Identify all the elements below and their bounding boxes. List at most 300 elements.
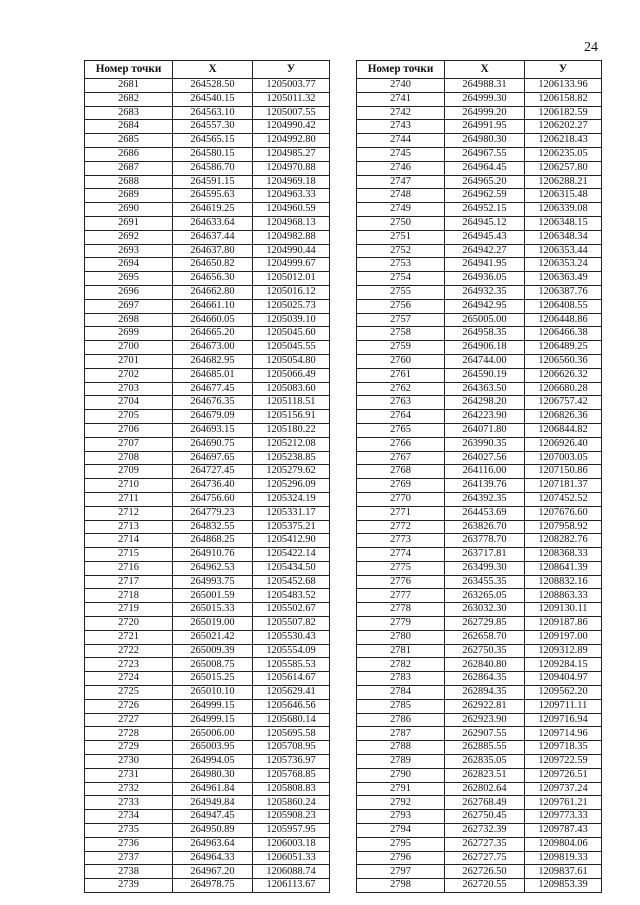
point-number-cell: 2774 [357, 548, 445, 562]
table-row [357, 272, 602, 286]
table-header-row [85, 61, 330, 79]
x-coordinate-cell: 264679.09 [173, 410, 253, 424]
x-coordinate-cell: 264952.15 [445, 203, 525, 217]
y-coordinate-cell: 1209562.20 [525, 686, 602, 700]
table-row [357, 741, 602, 755]
point-number-cell: 2686 [85, 147, 173, 161]
point-number-cell: 2707 [85, 437, 173, 451]
y-coordinate-cell: 1207452.52 [525, 492, 602, 506]
y-coordinate-cell: 1205045.60 [253, 327, 330, 341]
y-coordinate-cell: 1208832.16 [525, 575, 602, 589]
table-row [357, 768, 602, 782]
table-row [85, 879, 330, 893]
x-coordinate-cell: 264637.44 [173, 230, 253, 244]
point-number-cell: 2719 [85, 603, 173, 617]
table-row [357, 492, 602, 506]
y-coordinate-cell: 1205012.01 [253, 272, 330, 286]
point-number-cell: 2688 [85, 175, 173, 189]
y-coordinate-cell: 1206158.82 [525, 92, 602, 106]
table-row [357, 396, 602, 410]
x-coordinate-cell: 263265.05 [445, 589, 525, 603]
coordinates-table-right [356, 60, 602, 893]
table-row [357, 161, 602, 175]
y-coordinate-cell: 1205238.85 [253, 451, 330, 465]
table-row [85, 851, 330, 865]
point-number-cell: 2792 [357, 796, 445, 810]
table-row [357, 506, 602, 520]
table-row [357, 782, 602, 796]
table-row [85, 465, 330, 479]
point-number-cell: 2788 [357, 741, 445, 755]
x-coordinate-cell: 264661.10 [173, 299, 253, 313]
table-row [357, 382, 602, 396]
y-coordinate-cell: 1206826.36 [525, 410, 602, 424]
y-coordinate-cell: 1205212.08 [253, 437, 330, 451]
y-coordinate-cell: 1206408.55 [525, 299, 602, 313]
y-coordinate-cell: 1205180.22 [253, 423, 330, 437]
x-coordinate-cell: 264949.84 [173, 796, 253, 810]
point-number-cell: 2756 [357, 299, 445, 313]
y-coordinate-cell: 1206088.74 [253, 865, 330, 879]
x-coordinate-cell: 264363.50 [445, 382, 525, 396]
point-number-cell: 2793 [357, 810, 445, 824]
point-number-cell: 2747 [357, 175, 445, 189]
y-coordinate-cell: 1207181.37 [525, 479, 602, 493]
x-coordinate-cell: 264978.75 [173, 879, 253, 893]
y-coordinate-cell: 1206218.43 [525, 134, 602, 148]
table-row [85, 120, 330, 134]
point-number-cell: 2765 [357, 423, 445, 437]
x-coordinate-cell: 264453.69 [445, 506, 525, 520]
point-number-cell: 2785 [357, 699, 445, 713]
table-row [357, 548, 602, 562]
table-row [85, 410, 330, 424]
x-coordinate-cell: 264962.53 [173, 561, 253, 575]
x-coordinate-cell: 264962.59 [445, 189, 525, 203]
x-coordinate-cell: 264945.12 [445, 216, 525, 230]
table-row [85, 437, 330, 451]
point-number-cell: 2724 [85, 672, 173, 686]
x-coordinate-cell: 263717.81 [445, 548, 525, 562]
x-coordinate-cell: 264958.35 [445, 327, 525, 341]
y-coordinate-cell: 1205296.09 [253, 479, 330, 493]
table-row [357, 437, 602, 451]
point-number-cell: 2706 [85, 423, 173, 437]
point-number-cell: 2782 [357, 658, 445, 672]
table-row [357, 79, 602, 93]
table-row [357, 686, 602, 700]
point-number-cell: 2762 [357, 382, 445, 396]
x-coordinate-cell: 263990.35 [445, 437, 525, 451]
x-coordinate-cell: 262750.45 [445, 810, 525, 824]
x-coordinate-cell: 264662.80 [173, 285, 253, 299]
point-number-cell: 2701 [85, 354, 173, 368]
x-coordinate-cell: 264139.76 [445, 479, 525, 493]
point-number-cell: 2775 [357, 561, 445, 575]
y-coordinate-cell: 1204960.59 [253, 203, 330, 217]
x-coordinate-cell: 264591.15 [173, 175, 253, 189]
x-coordinate-cell: 262894.35 [445, 686, 525, 700]
y-coordinate-cell: 1205554.09 [253, 644, 330, 658]
x-coordinate-cell: 264999.20 [445, 106, 525, 120]
x-coordinate-cell: 263455.35 [445, 575, 525, 589]
y-coordinate-cell: 1205808.83 [253, 782, 330, 796]
y-coordinate-cell: 1205003.77 [253, 79, 330, 93]
x-coordinate-cell: 265003.95 [173, 741, 253, 755]
x-coordinate-cell: 264906.18 [445, 341, 525, 355]
x-coordinate-cell: 264941.95 [445, 258, 525, 272]
x-coordinate-cell: 264967.55 [445, 147, 525, 161]
table-row [85, 423, 330, 437]
point-number-cell: 2683 [85, 106, 173, 120]
x-coordinate-cell: 264947.45 [173, 810, 253, 824]
table-row [85, 782, 330, 796]
x-coordinate-cell: 264580.15 [173, 147, 253, 161]
point-number-cell: 2768 [357, 465, 445, 479]
table-row [85, 810, 330, 824]
table-row [85, 686, 330, 700]
x-coordinate-cell: 262823.51 [445, 768, 525, 782]
point-number-cell: 2691 [85, 216, 173, 230]
table-row [357, 410, 602, 424]
x-coordinate-cell: 262727.35 [445, 837, 525, 851]
x-coordinate-cell: 264565.15 [173, 134, 253, 148]
table-row [357, 810, 602, 824]
point-number-cell: 2722 [85, 644, 173, 658]
x-coordinate-cell: 264693.15 [173, 423, 253, 437]
x-coordinate-cell: 262907.55 [445, 727, 525, 741]
x-coordinate-cell: 262727.75 [445, 851, 525, 865]
table-row [357, 92, 602, 106]
table-row [357, 755, 602, 769]
y-coordinate-cell: 1205708.95 [253, 741, 330, 755]
point-number-cell: 2730 [85, 755, 173, 769]
table-row [357, 175, 602, 189]
x-coordinate-cell: 264945.43 [445, 230, 525, 244]
y-coordinate-cell: 1206182.59 [525, 106, 602, 120]
x-coordinate-cell: 262840.80 [445, 658, 525, 672]
y-coordinate-cell: 1206051.33 [253, 851, 330, 865]
table-row [357, 672, 602, 686]
table-row [357, 341, 602, 355]
y-coordinate-cell: 1206133.96 [525, 79, 602, 93]
y-coordinate-cell: 1209722.59 [525, 755, 602, 769]
x-coordinate-cell: 264633.64 [173, 216, 253, 230]
table-row [357, 244, 602, 258]
y-coordinate-cell: 1205908.23 [253, 810, 330, 824]
point-number-cell: 2731 [85, 768, 173, 782]
y-coordinate-cell: 1206926.40 [525, 437, 602, 451]
table-row [85, 258, 330, 272]
table-row [85, 658, 330, 672]
point-number-cell: 2766 [357, 437, 445, 451]
point-number-cell: 2704 [85, 396, 173, 410]
point-number-cell: 2772 [357, 520, 445, 534]
point-number-cell: 2787 [357, 727, 445, 741]
point-number-cell: 2794 [357, 824, 445, 838]
y-coordinate-cell: 1205324.19 [253, 492, 330, 506]
point-number-cell: 2710 [85, 479, 173, 493]
point-number-cell: 2715 [85, 548, 173, 562]
x-coordinate-cell: 264563.10 [173, 106, 253, 120]
x-coordinate-cell: 264586.70 [173, 161, 253, 175]
point-number-cell: 2738 [85, 865, 173, 879]
point-number-cell: 2759 [357, 341, 445, 355]
x-coordinate-cell: 264756.60 [173, 492, 253, 506]
y-coordinate-cell: 1209404.97 [525, 672, 602, 686]
y-coordinate-cell: 1209714.96 [525, 727, 602, 741]
point-number-cell: 2757 [357, 313, 445, 327]
header-x: X [173, 61, 253, 79]
table-row [85, 382, 330, 396]
x-coordinate-cell: 264071.80 [445, 423, 525, 437]
y-coordinate-cell: 1207003.05 [525, 451, 602, 465]
table-row [85, 796, 330, 810]
point-number-cell: 2697 [85, 299, 173, 313]
table-row [357, 658, 602, 672]
y-coordinate-cell: 1206339.08 [525, 203, 602, 217]
table-row [85, 603, 330, 617]
table-row [85, 506, 330, 520]
point-number-cell: 2754 [357, 272, 445, 286]
x-coordinate-cell: 264967.20 [173, 865, 253, 879]
x-coordinate-cell: 264965.20 [445, 175, 525, 189]
y-coordinate-cell: 1204970.88 [253, 161, 330, 175]
table-row [357, 561, 602, 575]
y-coordinate-cell: 1209853.39 [525, 879, 602, 893]
table-row [85, 327, 330, 341]
x-coordinate-cell: 264540.15 [173, 92, 253, 106]
point-number-cell: 2744 [357, 134, 445, 148]
table-row [85, 285, 330, 299]
table-row [85, 575, 330, 589]
page-number: 24 [584, 40, 598, 55]
point-number-cell: 2726 [85, 699, 173, 713]
point-number-cell: 2702 [85, 368, 173, 382]
point-number-cell: 2689 [85, 189, 173, 203]
y-coordinate-cell: 1205412.90 [253, 534, 330, 548]
x-coordinate-cell: 265001.59 [173, 589, 253, 603]
point-number-cell: 2751 [357, 230, 445, 244]
point-number-cell: 2773 [357, 534, 445, 548]
point-number-cell: 2733 [85, 796, 173, 810]
y-coordinate-cell: 1205695.58 [253, 727, 330, 741]
y-coordinate-cell: 1205375.21 [253, 520, 330, 534]
table-row [85, 644, 330, 658]
x-coordinate-cell: 264961.84 [173, 782, 253, 796]
table-row [85, 147, 330, 161]
x-coordinate-cell: 264528.50 [173, 79, 253, 93]
y-coordinate-cell: 1209711.11 [525, 699, 602, 713]
y-coordinate-cell: 1205483.52 [253, 589, 330, 603]
point-number-cell: 2761 [357, 368, 445, 382]
x-coordinate-cell: 264697.65 [173, 451, 253, 465]
x-coordinate-cell: 264656.30 [173, 272, 253, 286]
point-number-cell: 2755 [357, 285, 445, 299]
table-row [85, 216, 330, 230]
y-coordinate-cell: 1205860.24 [253, 796, 330, 810]
table-row [85, 520, 330, 534]
x-coordinate-cell: 264999.30 [445, 92, 525, 106]
y-coordinate-cell: 1206353.44 [525, 244, 602, 258]
table-row [357, 575, 602, 589]
table-row [357, 713, 602, 727]
point-number-cell: 2727 [85, 713, 173, 727]
point-number-cell: 2769 [357, 479, 445, 493]
y-coordinate-cell: 1204968.13 [253, 216, 330, 230]
table-row [357, 134, 602, 148]
point-number-cell: 2764 [357, 410, 445, 424]
x-coordinate-cell: 265010.10 [173, 686, 253, 700]
x-coordinate-cell: 264673.00 [173, 341, 253, 355]
y-coordinate-cell: 1205083.60 [253, 382, 330, 396]
point-number-cell: 2740 [357, 79, 445, 93]
table-row [85, 534, 330, 548]
x-coordinate-cell: 264936.05 [445, 272, 525, 286]
x-coordinate-cell: 264116.00 [445, 465, 525, 479]
y-coordinate-cell: 1205502.67 [253, 603, 330, 617]
point-number-cell: 2685 [85, 134, 173, 148]
point-number-cell: 2770 [357, 492, 445, 506]
x-coordinate-cell: 263778.70 [445, 534, 525, 548]
y-coordinate-cell: 1208368.33 [525, 548, 602, 562]
y-coordinate-cell: 1205736.97 [253, 755, 330, 769]
y-coordinate-cell: 1204963.33 [253, 189, 330, 203]
y-coordinate-cell: 1206363.49 [525, 272, 602, 286]
y-coordinate-cell: 1206387.76 [525, 285, 602, 299]
y-coordinate-cell: 1205016.12 [253, 285, 330, 299]
table-row [357, 258, 602, 272]
table-row [357, 465, 602, 479]
y-coordinate-cell: 1206466.38 [525, 327, 602, 341]
y-coordinate-cell: 1204999.67 [253, 258, 330, 272]
y-coordinate-cell: 1209130.11 [525, 603, 602, 617]
y-coordinate-cell: 1208282.76 [525, 534, 602, 548]
table-row [85, 589, 330, 603]
y-coordinate-cell: 1205585.53 [253, 658, 330, 672]
x-coordinate-cell: 263499.30 [445, 561, 525, 575]
table-row [85, 727, 330, 741]
x-coordinate-cell: 264590.19 [445, 368, 525, 382]
x-coordinate-cell: 264619.25 [173, 203, 253, 217]
point-number-cell: 2732 [85, 782, 173, 796]
table-row [357, 534, 602, 548]
table-row [85, 396, 330, 410]
point-number-cell: 2760 [357, 354, 445, 368]
y-coordinate-cell: 1206202.27 [525, 120, 602, 134]
point-number-cell: 2784 [357, 686, 445, 700]
point-number-cell: 2716 [85, 561, 173, 575]
point-number-cell: 2681 [85, 79, 173, 93]
y-coordinate-cell: 1206560.36 [525, 354, 602, 368]
table-row [357, 837, 602, 851]
y-coordinate-cell: 1208641.39 [525, 561, 602, 575]
y-coordinate-cell: 1206844.82 [525, 423, 602, 437]
table-row [85, 92, 330, 106]
y-coordinate-cell: 1205007.55 [253, 106, 330, 120]
table-row [85, 161, 330, 175]
x-coordinate-cell: 262720.55 [445, 879, 525, 893]
y-coordinate-cell: 1206003.18 [253, 837, 330, 851]
y-coordinate-cell: 1206353.24 [525, 258, 602, 272]
point-number-cell: 2725 [85, 686, 173, 700]
point-number-cell: 2720 [85, 617, 173, 631]
table-row [357, 796, 602, 810]
y-coordinate-cell: 1209187.86 [525, 617, 602, 631]
x-coordinate-cell: 265015.33 [173, 603, 253, 617]
point-number-cell: 2790 [357, 768, 445, 782]
point-number-cell: 2703 [85, 382, 173, 396]
point-number-cell: 2682 [85, 92, 173, 106]
y-coordinate-cell: 1209737.24 [525, 782, 602, 796]
x-coordinate-cell: 264736.40 [173, 479, 253, 493]
y-coordinate-cell: 1206348.15 [525, 216, 602, 230]
point-number-cell: 2779 [357, 617, 445, 631]
table-row [357, 368, 602, 382]
point-number-cell: 2781 [357, 644, 445, 658]
y-coordinate-cell: 1206315.48 [525, 189, 602, 203]
point-number-cell: 2714 [85, 534, 173, 548]
x-coordinate-cell: 264027.56 [445, 451, 525, 465]
point-number-cell: 2796 [357, 851, 445, 865]
table-row [85, 479, 330, 493]
y-coordinate-cell: 1209726.51 [525, 768, 602, 782]
x-coordinate-cell: 264727.45 [173, 465, 253, 479]
y-coordinate-cell: 1205025.73 [253, 299, 330, 313]
point-number-cell: 2729 [85, 741, 173, 755]
x-coordinate-cell: 262658.70 [445, 630, 525, 644]
x-coordinate-cell: 264964.45 [445, 161, 525, 175]
table-row [85, 368, 330, 382]
point-number-cell: 2723 [85, 658, 173, 672]
table-row [357, 865, 602, 879]
header-x: X [445, 61, 525, 79]
x-coordinate-cell: 264682.95 [173, 354, 253, 368]
point-number-cell: 2778 [357, 603, 445, 617]
x-coordinate-cell: 264980.30 [173, 768, 253, 782]
x-coordinate-cell: 264999.15 [173, 713, 253, 727]
table-row [357, 354, 602, 368]
point-number-cell: 2739 [85, 879, 173, 893]
x-coordinate-cell: 264999.15 [173, 699, 253, 713]
y-coordinate-cell: 1209761.21 [525, 796, 602, 810]
x-coordinate-cell: 264994.05 [173, 755, 253, 769]
point-number-cell: 2698 [85, 313, 173, 327]
y-coordinate-cell: 1205646.56 [253, 699, 330, 713]
point-number-cell: 2699 [85, 327, 173, 341]
y-coordinate-cell: 1208863.33 [525, 589, 602, 603]
x-coordinate-cell: 264676.35 [173, 396, 253, 410]
y-coordinate-cell: 1206288.21 [525, 175, 602, 189]
x-coordinate-cell: 264980.30 [445, 134, 525, 148]
table-row [357, 106, 602, 120]
point-number-cell: 2742 [357, 106, 445, 120]
table-row [357, 479, 602, 493]
table-row [85, 713, 330, 727]
x-coordinate-cell: 265019.00 [173, 617, 253, 631]
x-coordinate-cell: 263032.30 [445, 603, 525, 617]
point-number-cell: 2783 [357, 672, 445, 686]
point-number-cell: 2786 [357, 713, 445, 727]
y-coordinate-cell: 1205614.67 [253, 672, 330, 686]
table-row [357, 520, 602, 534]
x-coordinate-cell: 263826.70 [445, 520, 525, 534]
table-row [357, 589, 602, 603]
table-row [85, 313, 330, 327]
y-coordinate-cell: 1207676.60 [525, 506, 602, 520]
y-coordinate-cell: 1209197.00 [525, 630, 602, 644]
x-coordinate-cell: 262864.35 [445, 672, 525, 686]
